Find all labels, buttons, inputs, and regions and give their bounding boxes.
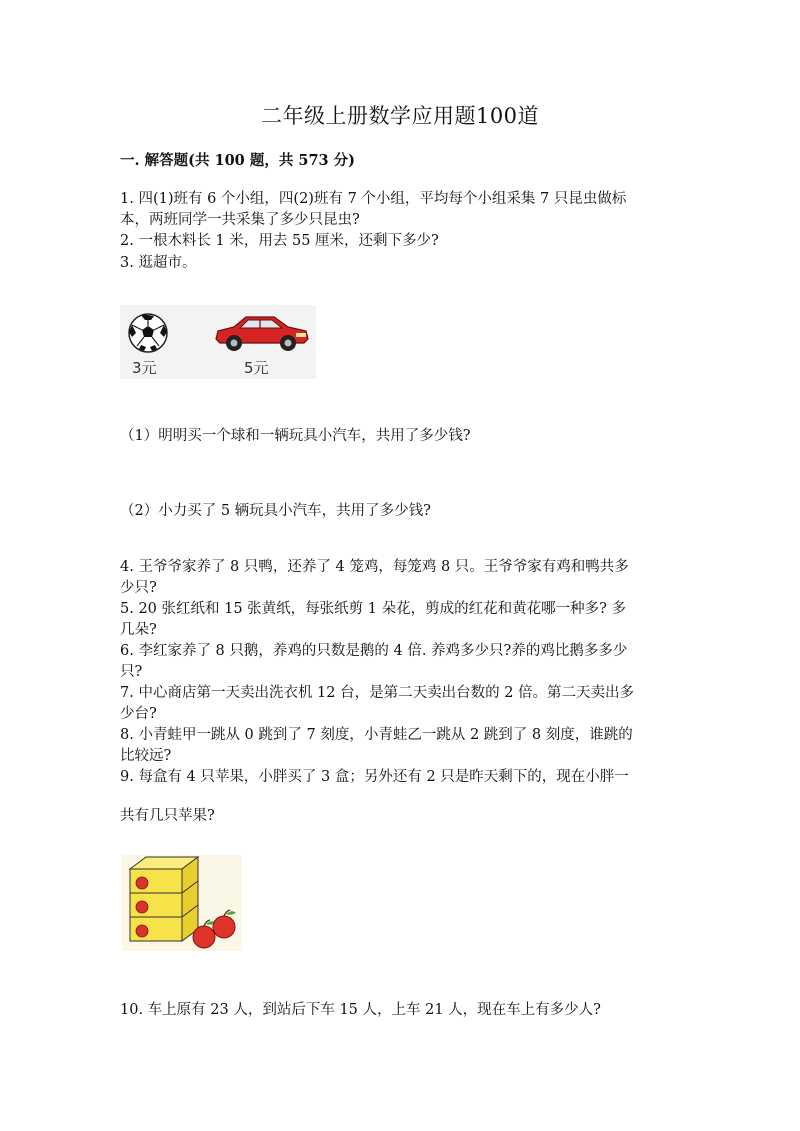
question-5-line-1: 5. 20 张红纸和 15 张黄纸，每张纸剪 1 朵花，剪成的红花和黄花哪一种多? 多 <box>120 601 626 617</box>
question-7-line-2: 少台? <box>120 706 157 722</box>
question-1-line-1: 1. 四(1)班有 6 个小组，四(2)班有 7 个小组，平均每个小组采集 7 只昆虫做标 <box>120 191 627 207</box>
question-5-line-2: 几朵? <box>120 622 157 638</box>
question-9-line-1: 9. 每盒有 4 只苹果，小胖买了 3 盒；另外还有 2 只是昨天剩下的，现在小胖一 <box>120 769 629 785</box>
question-2: 2. 一根木料长 1 米，用去 55 厘米，还剩下多少? <box>120 233 439 249</box>
apple-boxes-picture <box>122 855 242 951</box>
car-price: 5元 <box>244 359 269 377</box>
question-9-line-2: 共有几只苹果? <box>120 808 215 824</box>
question-7-line-1: 7. 中心商店第一天卖出洗衣机 12 台，是第二天卖出台数的 2 倍。第二天卖出多 <box>120 685 635 701</box>
question-4-line-1: 4. 王爷爷家养了 8 只鸭，还养了 4 笼鸡，每笼鸡 8 只。王爷爷家有鸡和鸭共多 <box>120 559 629 575</box>
question-3: 3. 逛超市。 <box>120 255 197 271</box>
question-1-line-2: 本，两班同学一共采集了多少只昆虫? <box>120 212 360 228</box>
question-10: 10. 车上原有 23 人，到站后下车 15 人，上车 21 人，现在车上有多少人? <box>120 1002 601 1018</box>
section-heading: 一. 解答题(共 100 题，共 573 分) <box>120 152 356 169</box>
question-8-line-1: 8. 小青蛙甲一跳从 0 跳到了 7 刻度，小青蛙乙一跳从 2 跳到了 8 刻度，谁跳的 <box>120 727 633 743</box>
shopping-picture <box>120 305 316 379</box>
page-title: 二年级上册数学应用题100道 <box>260 104 540 128</box>
soccer-ball-icon <box>126 311 170 355</box>
question-6-line-2: 只? <box>120 664 143 680</box>
toy-car-icon <box>212 309 312 355</box>
question-6-line-1: 6. 李红家养了 8 只鹅，养鸡的只数是鹅的 4 倍. 养鸡多少只?养的鸡比鹅多多少 <box>120 643 628 659</box>
question-8-line-2: 比较远? <box>120 748 172 764</box>
ball-price: 3元 <box>132 359 157 377</box>
question-3-sub-2: （2）小力买了 5 辆玩具小汽车，共用了多少钱? <box>120 503 431 519</box>
question-3-sub-1: （1）明明买一个球和一辆玩具小汽车，共用了多少钱? <box>120 428 471 444</box>
question-4-line-2: 少只? <box>120 580 157 596</box>
